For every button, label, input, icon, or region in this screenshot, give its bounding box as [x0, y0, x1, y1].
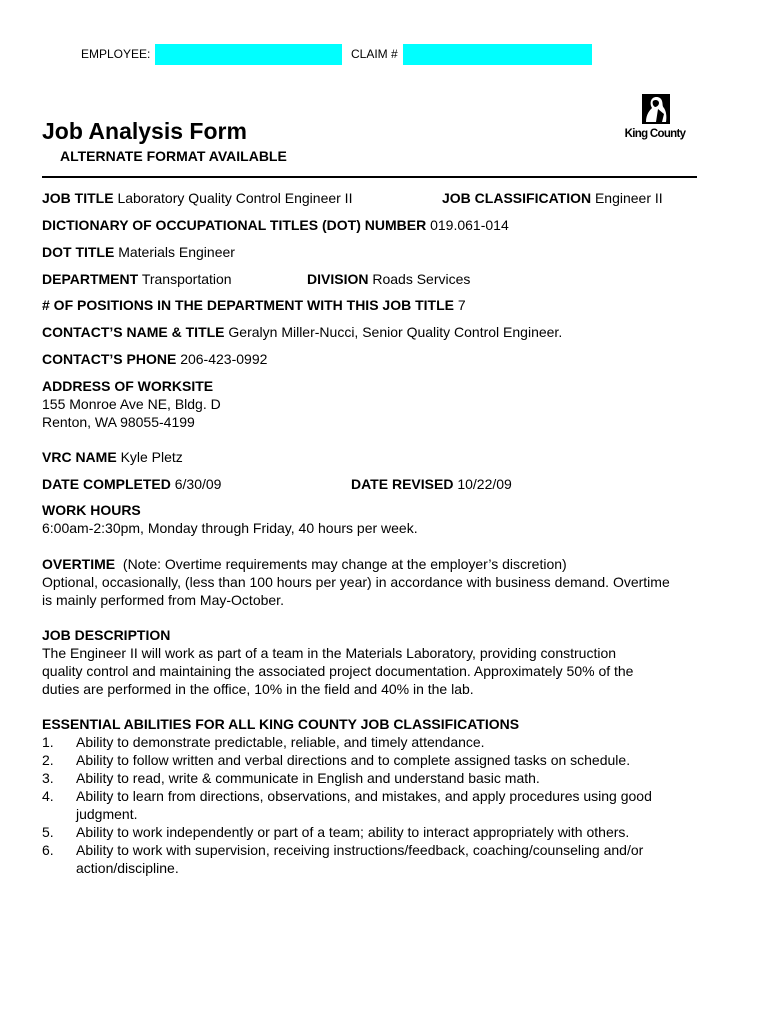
positions-row: [42, 296, 466, 314]
employee-label: EMPLOYEE:: [81, 47, 151, 61]
work-hours-text: 6:00am-2:30pm, Monday through Friday, 40 hours per week.: [42, 520, 418, 536]
job-classification-row: [442, 189, 663, 207]
job-description-line-3: duties are performed in the office, 10% in the field and 40% in the lab.: [42, 681, 474, 697]
date-revised-value: 10/22/09: [457, 476, 512, 492]
list-item: [42, 823, 652, 841]
dot-title-label: DOT TITLE: [42, 244, 115, 260]
date-completed-row: [42, 475, 221, 493]
vrc-name-label: VRC NAME: [42, 449, 117, 465]
address-line-1: 155 Monroe Ave NE, Bldg. D: [42, 396, 221, 412]
contact-name-value: Geralyn Miller-Nucci, Senior Quality Control Engineer.: [228, 324, 563, 340]
list-item-text: Ability to read, write & communicate in English and understand basic math.: [76, 770, 540, 786]
list-item-text: Ability to learn from directions, observations, and mistakes, and apply procedures using good: [76, 788, 652, 804]
job-title-row: [42, 189, 352, 207]
overtime-heading: OVERTIME: [42, 556, 116, 572]
dot-title-row: [42, 243, 235, 261]
list-item-text-continued: action/discipline.: [76, 860, 179, 876]
department-label: DEPARTMENT: [42, 271, 139, 287]
king-county-logo: [618, 92, 692, 148]
dot-number-label: DICTIONARY OF OCCUPATIONAL TITLES (DOT) NUMBER: [42, 217, 427, 233]
vrc-name-value: Kyle Pletz: [120, 449, 183, 465]
list-item: [42, 769, 652, 787]
king-county-logo-icon: [640, 92, 672, 126]
logo-text: King County: [624, 128, 686, 140]
positions-label: # OF POSITIONS IN THE DEPARTMENT WITH THIS JOB TITLE: [42, 297, 454, 313]
dot-title-value: Materials Engineer: [118, 244, 235, 260]
job-classification-value: Engineer II: [594, 190, 663, 206]
job-classification-label: JOB CLASSIFICATION: [442, 190, 592, 206]
contact-name-label: CONTACT’S NAME & TITLE: [42, 324, 225, 340]
essential-abilities-heading-block: [42, 715, 519, 733]
date-completed-label: DATE COMPLETED: [42, 476, 171, 492]
list-item: [42, 787, 652, 823]
list-item-text-continued: judgment.: [76, 806, 138, 822]
list-item-text: Ability to work independently or part of a team; ability to interact appropriately with others.: [76, 824, 630, 840]
claim-label: CLAIM #: [351, 47, 398, 61]
overtime-line-2: is mainly performed from May-October.: [42, 592, 284, 608]
list-item-text: Ability to work with supervision, receiving instructions/feedback, coaching/counseling and/or: [76, 842, 644, 858]
vrc-name-row: [42, 448, 183, 466]
address-label: ADDRESS OF WORKSITE: [42, 378, 214, 394]
list-item: [42, 751, 652, 769]
contact-phone-value: 206-423-0992: [180, 351, 268, 367]
dot-number-value: 019.061-014: [430, 217, 509, 233]
address-line-2: Renton, WA 98055-4199: [42, 414, 195, 430]
division-value: Roads Services: [372, 271, 471, 287]
address-block: [42, 377, 221, 431]
dot-number-row: [42, 216, 509, 234]
page-title: Job Analysis Form: [42, 118, 247, 144]
date-completed-value: 6/30/09: [174, 476, 222, 492]
job-description-heading: JOB DESCRIPTION: [42, 627, 171, 643]
list-item: [42, 733, 652, 751]
overtime-section: [42, 555, 670, 609]
employee-field[interactable]: [155, 44, 342, 65]
claim-field[interactable]: [403, 44, 592, 65]
list-item-number: 1.: [42, 734, 54, 750]
department-row: [42, 270, 232, 288]
overtime-note: (Note: Overtime requirements may change at the employer’s discretion): [122, 556, 567, 572]
date-revised-label: DATE REVISED: [351, 476, 454, 492]
title-divider: [42, 176, 697, 178]
job-title-label: JOB TITLE: [42, 190, 114, 206]
work-hours-heading: WORK HOURS: [42, 502, 141, 518]
essential-abilities-list: [42, 733, 652, 877]
job-description-line-2: quality control and maintaining the associated project documentation. Approximately 50% of the: [42, 663, 634, 679]
essential-abilities-heading: ESSENTIAL ABILITIES FOR ALL KING COUNTY JOB CLASSIFICATIONS: [42, 716, 520, 732]
alternate-format-note: ALTERNATE FORMAT AVAILABLE: [60, 148, 287, 164]
division-label: DIVISION: [307, 271, 369, 287]
date-revised-row: [351, 475, 512, 493]
list-item: [42, 841, 652, 877]
overtime-heading-line: [42, 555, 670, 573]
job-description-line-1: The Engineer II will work as part of a team in the Materials Laboratory, providing construction: [42, 645, 617, 661]
list-item-text: Ability to follow written and verbal directions and to complete assigned tasks on schedule.: [76, 752, 631, 768]
list-item-number: 6.: [42, 842, 54, 858]
department-value: Transportation: [141, 271, 232, 287]
work-hours-section: [42, 501, 418, 537]
list-item-number: 2.: [42, 752, 54, 768]
list-item-number: 3.: [42, 770, 54, 786]
contact-phone-label: CONTACT’S PHONE: [42, 351, 177, 367]
job-description-section: [42, 626, 633, 698]
job-title-value: Laboratory Quality Control Engineer II: [117, 190, 353, 206]
list-item-number: 4.: [42, 788, 54, 804]
division-row: [307, 270, 470, 288]
positions-value: 7: [457, 297, 466, 313]
list-item-text: Ability to demonstrate predictable, reliable, and timely attendance.: [76, 734, 485, 750]
list-item-number: 5.: [42, 824, 54, 840]
contact-name-row: [42, 323, 562, 341]
overtime-line-1: Optional, occasionally, (less than 100 hours per year) in accordance with business demand. Overtime: [42, 574, 670, 590]
contact-phone-row: [42, 350, 267, 368]
header-bar: [0, 44, 770, 66]
